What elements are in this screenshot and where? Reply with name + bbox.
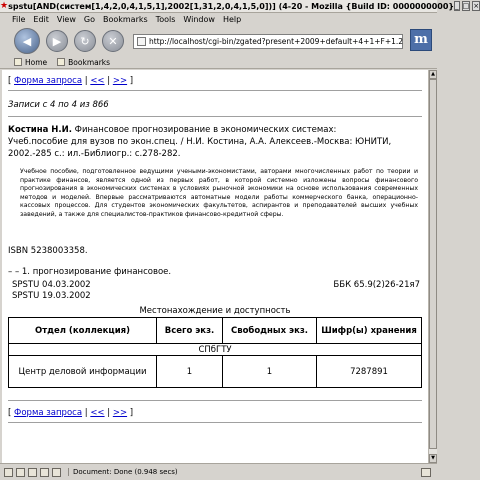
author-heading: Костина Н.И. bbox=[8, 125, 72, 135]
status-bar bbox=[0, 463, 437, 480]
mozilla-star-icon: ★ bbox=[0, 1, 9, 11]
location-table bbox=[8, 317, 422, 388]
url-text: http://localhost/cgi-bin/zgated?present+2009+default+4+1+F+1.2 bbox=[149, 37, 404, 46]
forward-arrow-icon: ▶ bbox=[52, 34, 62, 48]
back-arrow-icon: ◀ bbox=[22, 34, 32, 48]
bookmarks-bookmark[interactable] bbox=[57, 58, 110, 67]
navigator-icon[interactable] bbox=[4, 468, 13, 477]
personal-toolbar bbox=[0, 56, 437, 69]
vertical-scrollbar[interactable] bbox=[428, 70, 437, 463]
next-link[interactable]: >> bbox=[112, 76, 128, 86]
header-department: Отдел (коллекция) bbox=[9, 318, 157, 344]
mail-icon[interactable] bbox=[16, 468, 25, 477]
scroll-up-arrow-icon[interactable]: ▲ bbox=[429, 70, 437, 79]
menu-help[interactable]: Help bbox=[222, 15, 242, 24]
bookmarks-label: Bookmarks bbox=[68, 57, 111, 67]
menu-tools[interactable]: Tools bbox=[155, 15, 176, 24]
throbber-icon[interactable]: m bbox=[410, 29, 432, 51]
menu-bar bbox=[0, 13, 437, 26]
query-form-link[interactable]: Форма запроса bbox=[14, 76, 83, 86]
dates bbox=[12, 280, 91, 302]
menu-file[interactable]: File bbox=[12, 15, 26, 24]
page-icon bbox=[137, 37, 146, 46]
divider bbox=[8, 116, 422, 117]
bbk-code: ББК 65.9(2)26-21я7 bbox=[333, 280, 420, 290]
separator: | bbox=[82, 76, 91, 86]
bracket: ] bbox=[127, 76, 134, 86]
cell-department: Центр деловой информации bbox=[9, 356, 157, 388]
bookmark-folder-icon bbox=[57, 58, 65, 66]
cell-shelf-code: 7287891 bbox=[317, 356, 422, 388]
table-row bbox=[9, 356, 422, 388]
title-rest: Учеб.пособие для вузов по экон.спец. / Н.И. Костина, А.А. Алексеев.-Москва: ЮНИТИ, 2002.-285 с.: ил.-Библиогр.: с.278-282. bbox=[8, 137, 392, 159]
bracket: [ bbox=[8, 408, 15, 418]
bibliographic-entry bbox=[8, 124, 420, 160]
date-2: SPSTU 19.03.2002 bbox=[12, 291, 91, 301]
home-label: Home bbox=[25, 57, 48, 67]
divider bbox=[8, 400, 422, 401]
menu-window[interactable]: Window bbox=[183, 15, 215, 24]
back-button[interactable] bbox=[14, 28, 40, 54]
header-total: Всего экз. bbox=[157, 318, 223, 344]
table-caption: Местонахождение и доступность bbox=[139, 306, 291, 316]
window-titlebar bbox=[0, 0, 480, 13]
library-name: СПбГТУ bbox=[9, 344, 422, 356]
bracket: ] bbox=[127, 408, 134, 418]
maximize-button[interactable]: □ bbox=[462, 2, 470, 10]
menu-bookmarks[interactable]: Bookmarks bbox=[102, 15, 148, 24]
composer-icon[interactable] bbox=[28, 468, 37, 477]
window-title: spstu[AND(систем[1,4,2,0,4,1,5,1],2002[1,31,2,0,4,1,5,0])] (4-20 - Mozilla {Build ID: 0000000000} bbox=[8, 1, 455, 11]
security-lock-icon bbox=[421, 468, 431, 477]
divider bbox=[8, 90, 422, 91]
chat-icon[interactable] bbox=[52, 468, 61, 477]
menu-edit[interactable]: Edit bbox=[33, 15, 49, 24]
top-nav bbox=[8, 76, 133, 86]
menu-view[interactable]: View bbox=[56, 15, 76, 24]
header-free: Свободных экз. bbox=[223, 318, 317, 344]
separator: | bbox=[104, 408, 113, 418]
prev-link[interactable]: << bbox=[90, 408, 105, 418]
table-header-row bbox=[9, 318, 422, 344]
separator: | bbox=[104, 76, 113, 86]
header-shelf-code: Шифр(ы) хранения bbox=[317, 318, 422, 344]
cell-total: 1 bbox=[157, 356, 223, 388]
cell-free: 1 bbox=[223, 356, 317, 388]
stop-button[interactable] bbox=[102, 30, 124, 52]
navigation-toolbar bbox=[0, 26, 437, 56]
abstract: Учебное пособие, подготовленное ведущими учеными-экономистами, авторами многочисленных работ по теории и практике финансов, является одной из первых работ, в которой системно изложены вопросы финансового прогнозирования в экономических системах в условиях рыночной экономики на основе использования современных методов и моделей. Впервые рассматриваются автоматные модели работы коммерческого банка, операционно-кассовых процессов. Для студентов экономических факультетов, аспирантов и преподавателей высших учебных заведений, а также для специалистов-практиков финансово-кредитной сферы. bbox=[20, 168, 418, 218]
subject-heading: – – 1. прогнозирование финансовое. bbox=[8, 267, 172, 277]
reload-icon: ↻ bbox=[80, 34, 90, 48]
home-icon bbox=[14, 58, 22, 66]
isbn: ISBN 5238003358. bbox=[8, 246, 88, 256]
status-text: Document: Done (0.948 secs) bbox=[68, 468, 178, 476]
next-link[interactable]: >> bbox=[112, 408, 128, 418]
divider bbox=[8, 422, 422, 423]
close-button[interactable]: × bbox=[473, 2, 480, 10]
table-library-row bbox=[9, 344, 422, 356]
query-form-link[interactable]: Форма запроса bbox=[14, 408, 83, 418]
home-bookmark[interactable] bbox=[14, 58, 47, 67]
bracket: [ bbox=[8, 76, 15, 86]
bottom-nav bbox=[8, 408, 133, 418]
url-field[interactable] bbox=[133, 34, 403, 49]
prev-link[interactable]: << bbox=[90, 76, 105, 86]
forward-button[interactable] bbox=[46, 30, 68, 52]
records-count: Записи с 4 по 4 из 866 bbox=[8, 100, 109, 110]
reload-button[interactable] bbox=[74, 30, 96, 52]
page-content bbox=[2, 70, 428, 463]
menu-go[interactable]: Go bbox=[83, 15, 95, 24]
minimize-button[interactable]: _ bbox=[455, 2, 459, 10]
scroll-thumb[interactable] bbox=[429, 79, 437, 449]
date-1: SPSTU 04.03.2002 bbox=[12, 280, 91, 290]
addressbook-icon[interactable] bbox=[40, 468, 49, 477]
separator: | bbox=[82, 408, 91, 418]
stop-icon: ✕ bbox=[108, 34, 118, 48]
title-main: Финансовое прогнозирование в экономических системах: bbox=[71, 125, 337, 135]
scroll-down-arrow-icon[interactable]: ▼ bbox=[429, 454, 437, 463]
